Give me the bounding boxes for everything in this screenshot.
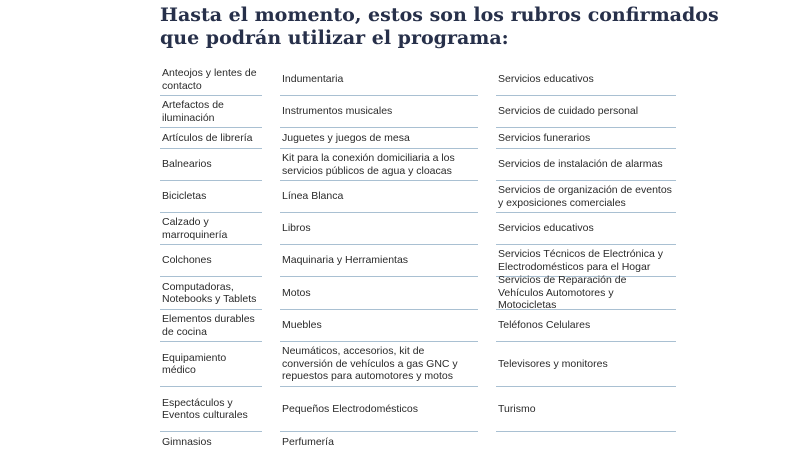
page-title — [160, 4, 760, 50]
list-item: Servicios de Reparación de Vehículos Automotores y Motocicletas — [496, 277, 676, 310]
list-item: Perfumería — [282, 435, 334, 448]
list-item: Kit para la conexión domiciliaria a los servicios públicos de agua y cloacas — [280, 149, 478, 181]
list-item: Neumáticos, accesorios, kit de conversión de vehículos a gas GNC y repuestos para automotores y motos — [280, 342, 478, 387]
list-item: Libros — [280, 213, 478, 245]
list-item: Anteojos y lentes de contacto — [160, 64, 262, 96]
list-item: Calzado y marroquinería — [160, 213, 262, 245]
list-item: Elementos durables de cocina — [160, 310, 262, 342]
list-item: Servicios Técnicos de Electrónica y Electrodomésticos para el Hogar — [496, 245, 676, 277]
list-item: Artefactos de iluminación — [160, 96, 262, 128]
list-item: Bicicletas — [160, 181, 262, 213]
list-item: Colchones — [160, 245, 262, 277]
list-item: Servicios de organización de eventos y exposiciones comerciales — [496, 181, 676, 213]
list-item: Televisores y monitores — [496, 342, 676, 387]
list-item: Instrumentos musicales — [280, 96, 478, 128]
list-item: Equipamiento médico — [160, 342, 262, 387]
list-item: Línea Blanca — [280, 181, 478, 213]
list-item: Pequeños Electrodomésticos — [280, 387, 478, 432]
list-item: Artículos de librería — [160, 128, 262, 149]
list-item: Indumentaria — [280, 64, 478, 96]
list-item: Servicios de instalación de alarmas — [496, 149, 676, 181]
list-item: Teléfonos Celulares — [496, 310, 676, 342]
title-line-2: que podrán utilizar el programa: — [160, 27, 509, 49]
list-item — [496, 432, 676, 452]
list-item: Turismo — [496, 387, 676, 432]
list-item: Servicios funerarios — [496, 128, 676, 149]
list-item: Balnearios — [160, 149, 262, 181]
list-item: Servicios de cuidado personal — [496, 96, 676, 128]
list-item: Juguetes y juegos de mesa — [280, 128, 478, 149]
list-item: Computadoras, Notebooks y Tablets — [160, 277, 262, 310]
list-item: Gimnasios — [162, 435, 212, 448]
list-item: Servicios educativos — [496, 213, 676, 245]
title-line-1: Hasta el momento, estos son los rubros confirmados — [160, 4, 719, 26]
list-item: Servicios educativos — [496, 64, 676, 96]
list-item: Muebles — [280, 310, 478, 342]
list-item: Espectáculos y Eventos culturales — [160, 387, 262, 432]
list-item: Maquinaria y Herramientas — [280, 245, 478, 277]
list-item: Motos — [280, 277, 478, 310]
